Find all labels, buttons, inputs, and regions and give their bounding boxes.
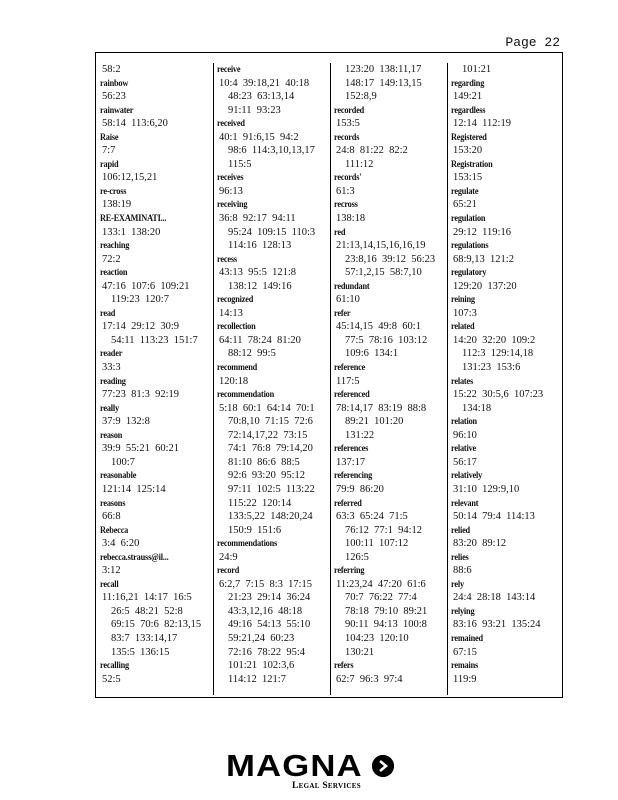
index-term: reason <box>100 429 123 440</box>
index-citation: 150:9 151:6 <box>228 524 282 536</box>
index-term: refer <box>334 307 351 318</box>
index-term: receive <box>217 64 241 74</box>
index-citation: 7:7 <box>102 145 116 157</box>
index-term: read <box>100 307 116 318</box>
index-column-1 <box>100 63 210 686</box>
index-citation: 74:1 76:8 79:14,20 <box>228 443 313 455</box>
index-citation: 37:9 132:8 <box>102 416 150 428</box>
index-citation: 77:23 81:3 92:19 <box>102 389 180 401</box>
index-term: referencing <box>334 470 373 481</box>
index-term: rainbow <box>100 77 129 88</box>
index-citation: 96:13 <box>219 185 243 197</box>
index-citation: 83:7 133:14,17 <box>111 632 178 644</box>
index-term: re-cross <box>100 185 127 196</box>
index-term: Registered <box>451 131 487 142</box>
index-term: recommendations <box>217 538 278 549</box>
index-citation: 62:7 96:3 97:4 <box>336 673 403 685</box>
index-term: regulation <box>451 213 486 224</box>
index-citation: 117:5 <box>336 375 360 387</box>
index-term: remained <box>451 632 483 643</box>
index-citation: 135:5 136:15 <box>111 646 170 658</box>
index-column-3 <box>334 63 444 686</box>
index-citation: 101:21 <box>462 64 492 75</box>
index-citation: 21:23 29:14 36:24 <box>228 592 311 604</box>
index-citation: 64:11 78:24 81:20 <box>219 334 301 346</box>
index-term: records' <box>334 172 362 183</box>
index-citation: 56:23 <box>102 91 126 103</box>
index-citation: 123:20 138:11,17 <box>345 64 422 75</box>
index-citation: 114:12 121:7 <box>228 673 286 685</box>
column-divider <box>447 63 448 695</box>
index-citation: 121:14 125:14 <box>102 483 166 495</box>
index-term: Raise <box>100 131 119 142</box>
index-citation: 6:2,7 7:15 8:3 17:15 <box>219 578 313 590</box>
index-citation: 10:4 39:18,21 40:18 <box>219 77 310 89</box>
index-term: receiving <box>217 199 248 210</box>
index-citation: 130:21 <box>345 646 375 658</box>
index-term: regulate <box>451 185 479 196</box>
index-term: relying <box>451 605 475 616</box>
index-citation: 129:20 137:20 <box>453 280 517 292</box>
index-citation: 14:13 <box>219 307 243 319</box>
index-term: referred <box>334 497 362 508</box>
index-citation: 133:1 138:20 <box>102 226 161 238</box>
index-citation: 98:6 114:3,10,13,17 <box>228 145 315 157</box>
index-citation: 79:9 86:20 <box>336 483 384 495</box>
index-citation: 24:4 28:18 143:14 <box>453 592 536 604</box>
column-divider <box>330 63 331 695</box>
index-citation: 54:11 113:23 151:7 <box>111 334 198 346</box>
index-citation: 14:20 32:20 109:2 <box>453 334 536 346</box>
index-term: rely <box>451 578 464 589</box>
index-term: referring <box>334 565 365 576</box>
index-citation: 78:14,17 83:19 88:8 <box>336 402 427 414</box>
index-citation: 134:18 <box>462 402 492 414</box>
index-term: recommend <box>217 362 258 373</box>
index-term: really <box>100 402 119 413</box>
index-citation: 33:3 <box>102 362 121 374</box>
index-term: reining <box>451 294 475 305</box>
index-citation: 126:5 <box>345 551 369 563</box>
index-citation: 114:16 128:13 <box>228 240 292 252</box>
index-citation: 72:16 78:22 95:4 <box>228 646 306 658</box>
index-citation: 50:14 79:4 114:13 <box>453 511 535 523</box>
index-citation: 24:9 <box>219 551 238 563</box>
index-citation: 26:5 48:21 52:8 <box>111 605 183 617</box>
index-citation: 45:14,15 49:8 60:1 <box>336 321 421 333</box>
index-term: remains <box>451 660 479 671</box>
index-citation: 107:3 <box>453 307 477 319</box>
index-citation: 12:14 112:19 <box>453 118 511 130</box>
index-citation: 67:15 <box>453 646 477 658</box>
index-citation: 100:11 107:12 <box>345 538 409 550</box>
index-term: redundant <box>334 280 370 291</box>
index-citation: 119:23 120:7 <box>111 294 169 306</box>
index-term: reader <box>100 348 123 359</box>
index-citation: 152:8,9 <box>345 91 377 103</box>
arrow-circle-icon <box>372 755 394 777</box>
index-citation: 59:21,24 60:23 <box>228 632 295 644</box>
index-citation: 91:11 93:23 <box>228 104 281 116</box>
index-term: relatively <box>451 470 483 481</box>
index-term: rainwater <box>100 104 134 115</box>
index-term: recognized <box>217 294 254 305</box>
index-citation: 63:3 65:24 71:5 <box>336 511 408 523</box>
index-term: regarding <box>451 77 485 88</box>
index-citation: 97:11 102:5 113:22 <box>228 483 315 495</box>
index-term: received <box>217 118 245 129</box>
index-citation: 58:2 <box>102 64 121 75</box>
index-citation: 119:9 <box>453 673 477 685</box>
index-citation: 48:23 63:13,14 <box>228 91 295 103</box>
index-citation: 3:12 <box>102 565 121 577</box>
index-citation: 111:12 <box>345 158 374 170</box>
index-citation: 61:10 <box>336 294 360 306</box>
index-citation: 133:5,22 148:20,24 <box>228 511 313 523</box>
index-citation: 65:21 <box>453 199 477 211</box>
index-term: relies <box>451 551 469 562</box>
index-citation: 11:23,24 47:20 61:6 <box>336 578 426 590</box>
index-column-4 <box>451 63 561 686</box>
page-number: Page 22 <box>505 35 560 50</box>
index-citation: 104:23 120:10 <box>345 632 409 644</box>
index-citation: 39:9 55:21 60:21 <box>102 443 180 455</box>
index-citation: 138:18 <box>336 213 366 225</box>
index-citation: 58:14 113:6,20 <box>102 118 168 130</box>
index-citation: 43:3,12,16 48:18 <box>228 605 303 617</box>
index-term: referenced <box>334 389 370 400</box>
logo-wordmark: MAGNA <box>226 748 363 783</box>
index-term: reading <box>100 375 126 386</box>
magna-legal-services-logo <box>226 748 396 794</box>
index-citation: 88:12 99:5 <box>228 348 276 360</box>
index-term: red <box>334 226 346 237</box>
index-citation: 83:16 93:21 135:24 <box>453 619 541 631</box>
index-term: recollection <box>217 321 256 332</box>
index-term: relative <box>451 443 477 454</box>
index-term: recorded <box>334 104 365 115</box>
index-citation: 29:12 119:16 <box>453 226 511 238</box>
column-divider <box>213 63 214 695</box>
index-citation: 57:1,2,15 58:7,10 <box>345 267 422 279</box>
index-term: regardless <box>451 104 486 115</box>
index-citation: 76:12 77:1 94:12 <box>345 524 423 536</box>
index-citation: 131:23 153:6 <box>462 362 521 374</box>
index-citation: 52:5 <box>102 673 121 685</box>
index-citation: 23:8,16 39:12 56:23 <box>345 253 436 265</box>
index-term: receives <box>217 172 244 183</box>
index-citation: 3:4 6:20 <box>102 538 140 550</box>
index-citation: 88:6 <box>453 565 472 577</box>
index-term: records <box>334 131 360 142</box>
index-citation: 15:22 30:5,6 107:23 <box>453 389 544 401</box>
index-term: recess <box>217 253 237 264</box>
index-term: rapid <box>100 158 119 169</box>
index-term: recall <box>100 578 119 589</box>
index-citation: 83:20 89:12 <box>453 538 507 550</box>
index-term: reasonable <box>100 470 137 481</box>
word-index-frame <box>95 52 563 698</box>
index-citation: 115:5 <box>228 158 252 170</box>
index-citation: 21:13,14,15,16,16,19 <box>336 240 426 252</box>
index-citation: 106:12,15,21 <box>102 172 158 184</box>
index-citation: 138:19 <box>102 199 132 211</box>
index-citation: 66:8 <box>102 511 121 523</box>
index-term: recommendation <box>217 389 275 400</box>
index-citation: 148:17 149:13,15 <box>345 77 422 89</box>
index-citation: 137:17 <box>336 456 366 468</box>
index-citation: 72:2 <box>102 253 121 265</box>
index-citation: 92:6 93:20 95:12 <box>228 470 306 482</box>
index-citation: 112:3 129:14,18 <box>462 348 534 360</box>
index-term: record <box>217 565 240 576</box>
index-citation: 56:17 <box>453 456 477 468</box>
index-term: reaction <box>100 267 128 278</box>
index-citation: 101:21 102:3,6 <box>228 660 295 672</box>
index-term: relation <box>451 416 477 427</box>
index-citation: 40:1 91:6,15 94:2 <box>219 131 299 143</box>
index-citation: 149:21 <box>453 91 483 103</box>
index-citation: 68:9,13 121:2 <box>453 253 514 265</box>
index-term: relevant <box>451 497 479 508</box>
index-term: RE-EXAMINATI... <box>100 213 167 224</box>
logo-subtitle: Legal Services <box>292 781 361 791</box>
index-citation: 153:15 <box>453 172 483 184</box>
index-term: references <box>334 443 369 454</box>
index-term: relied <box>451 524 470 535</box>
index-citation: 11:16,21 14:17 16:5 <box>102 592 192 604</box>
index-citation: 49:16 54:13 55:10 <box>228 619 311 631</box>
index-term: relates <box>451 375 474 386</box>
index-term: reasons <box>100 497 126 508</box>
index-citation: 31:10 129:9,10 <box>453 483 520 495</box>
index-citation: 95:24 109:15 110:3 <box>228 226 316 238</box>
index-citation: 17:14 29:12 30:9 <box>102 321 180 333</box>
index-term: regulations <box>451 240 489 251</box>
index-term: recross <box>334 199 358 210</box>
index-citation: 43:13 95:5 121:8 <box>219 267 297 279</box>
index-citation: 96:10 <box>453 429 477 441</box>
index-term: reference <box>334 362 366 373</box>
index-citation: 90:11 94:13 100:8 <box>345 619 427 631</box>
index-term: regulatory <box>451 267 487 278</box>
index-citation: 36:8 92:17 94:11 <box>219 213 296 225</box>
index-term: recalling <box>100 660 130 671</box>
index-citation: 153:20 <box>453 145 483 157</box>
index-citation: 70:7 76:22 77:4 <box>345 592 417 604</box>
index-column-2 <box>217 63 327 686</box>
index-term: rebecca.strauss@il... <box>100 551 169 562</box>
index-citation: 61:3 <box>336 185 355 197</box>
index-citation: 77:5 78:16 103:12 <box>345 334 428 346</box>
index-citation: 100:7 <box>111 456 135 468</box>
index-citation: 5:18 60:1 64:14 70:1 <box>219 402 315 414</box>
index-term: related <box>451 321 475 332</box>
index-citation: 70:8,10 71:15 72:6 <box>228 416 313 428</box>
index-term: reaching <box>100 240 130 251</box>
index-citation: 109:6 134:1 <box>345 348 399 360</box>
index-citation: 138:12 149:16 <box>228 280 292 292</box>
index-citation: 47:16 107:6 109:21 <box>102 280 190 292</box>
index-term: refers <box>334 660 354 671</box>
index-citation: 89:21 101:20 <box>345 416 404 428</box>
index-citation: 72:14,17,22 73:15 <box>228 429 308 441</box>
index-term: Rebecca <box>100 524 129 535</box>
index-citation: 131:22 <box>345 429 375 441</box>
index-citation: 78:18 79:10 89:21 <box>345 605 428 617</box>
index-citation: 24:8 81:22 82:2 <box>336 145 408 157</box>
index-citation: 153:5 <box>336 118 360 130</box>
index-term: Registration <box>451 158 493 169</box>
index-citation: 115:22 120:14 <box>228 497 292 509</box>
index-citation: 120:18 <box>219 375 249 387</box>
index-citation: 69:15 70:6 82:13,15 <box>111 619 202 631</box>
index-citation: 81:10 86:6 88:5 <box>228 456 300 468</box>
